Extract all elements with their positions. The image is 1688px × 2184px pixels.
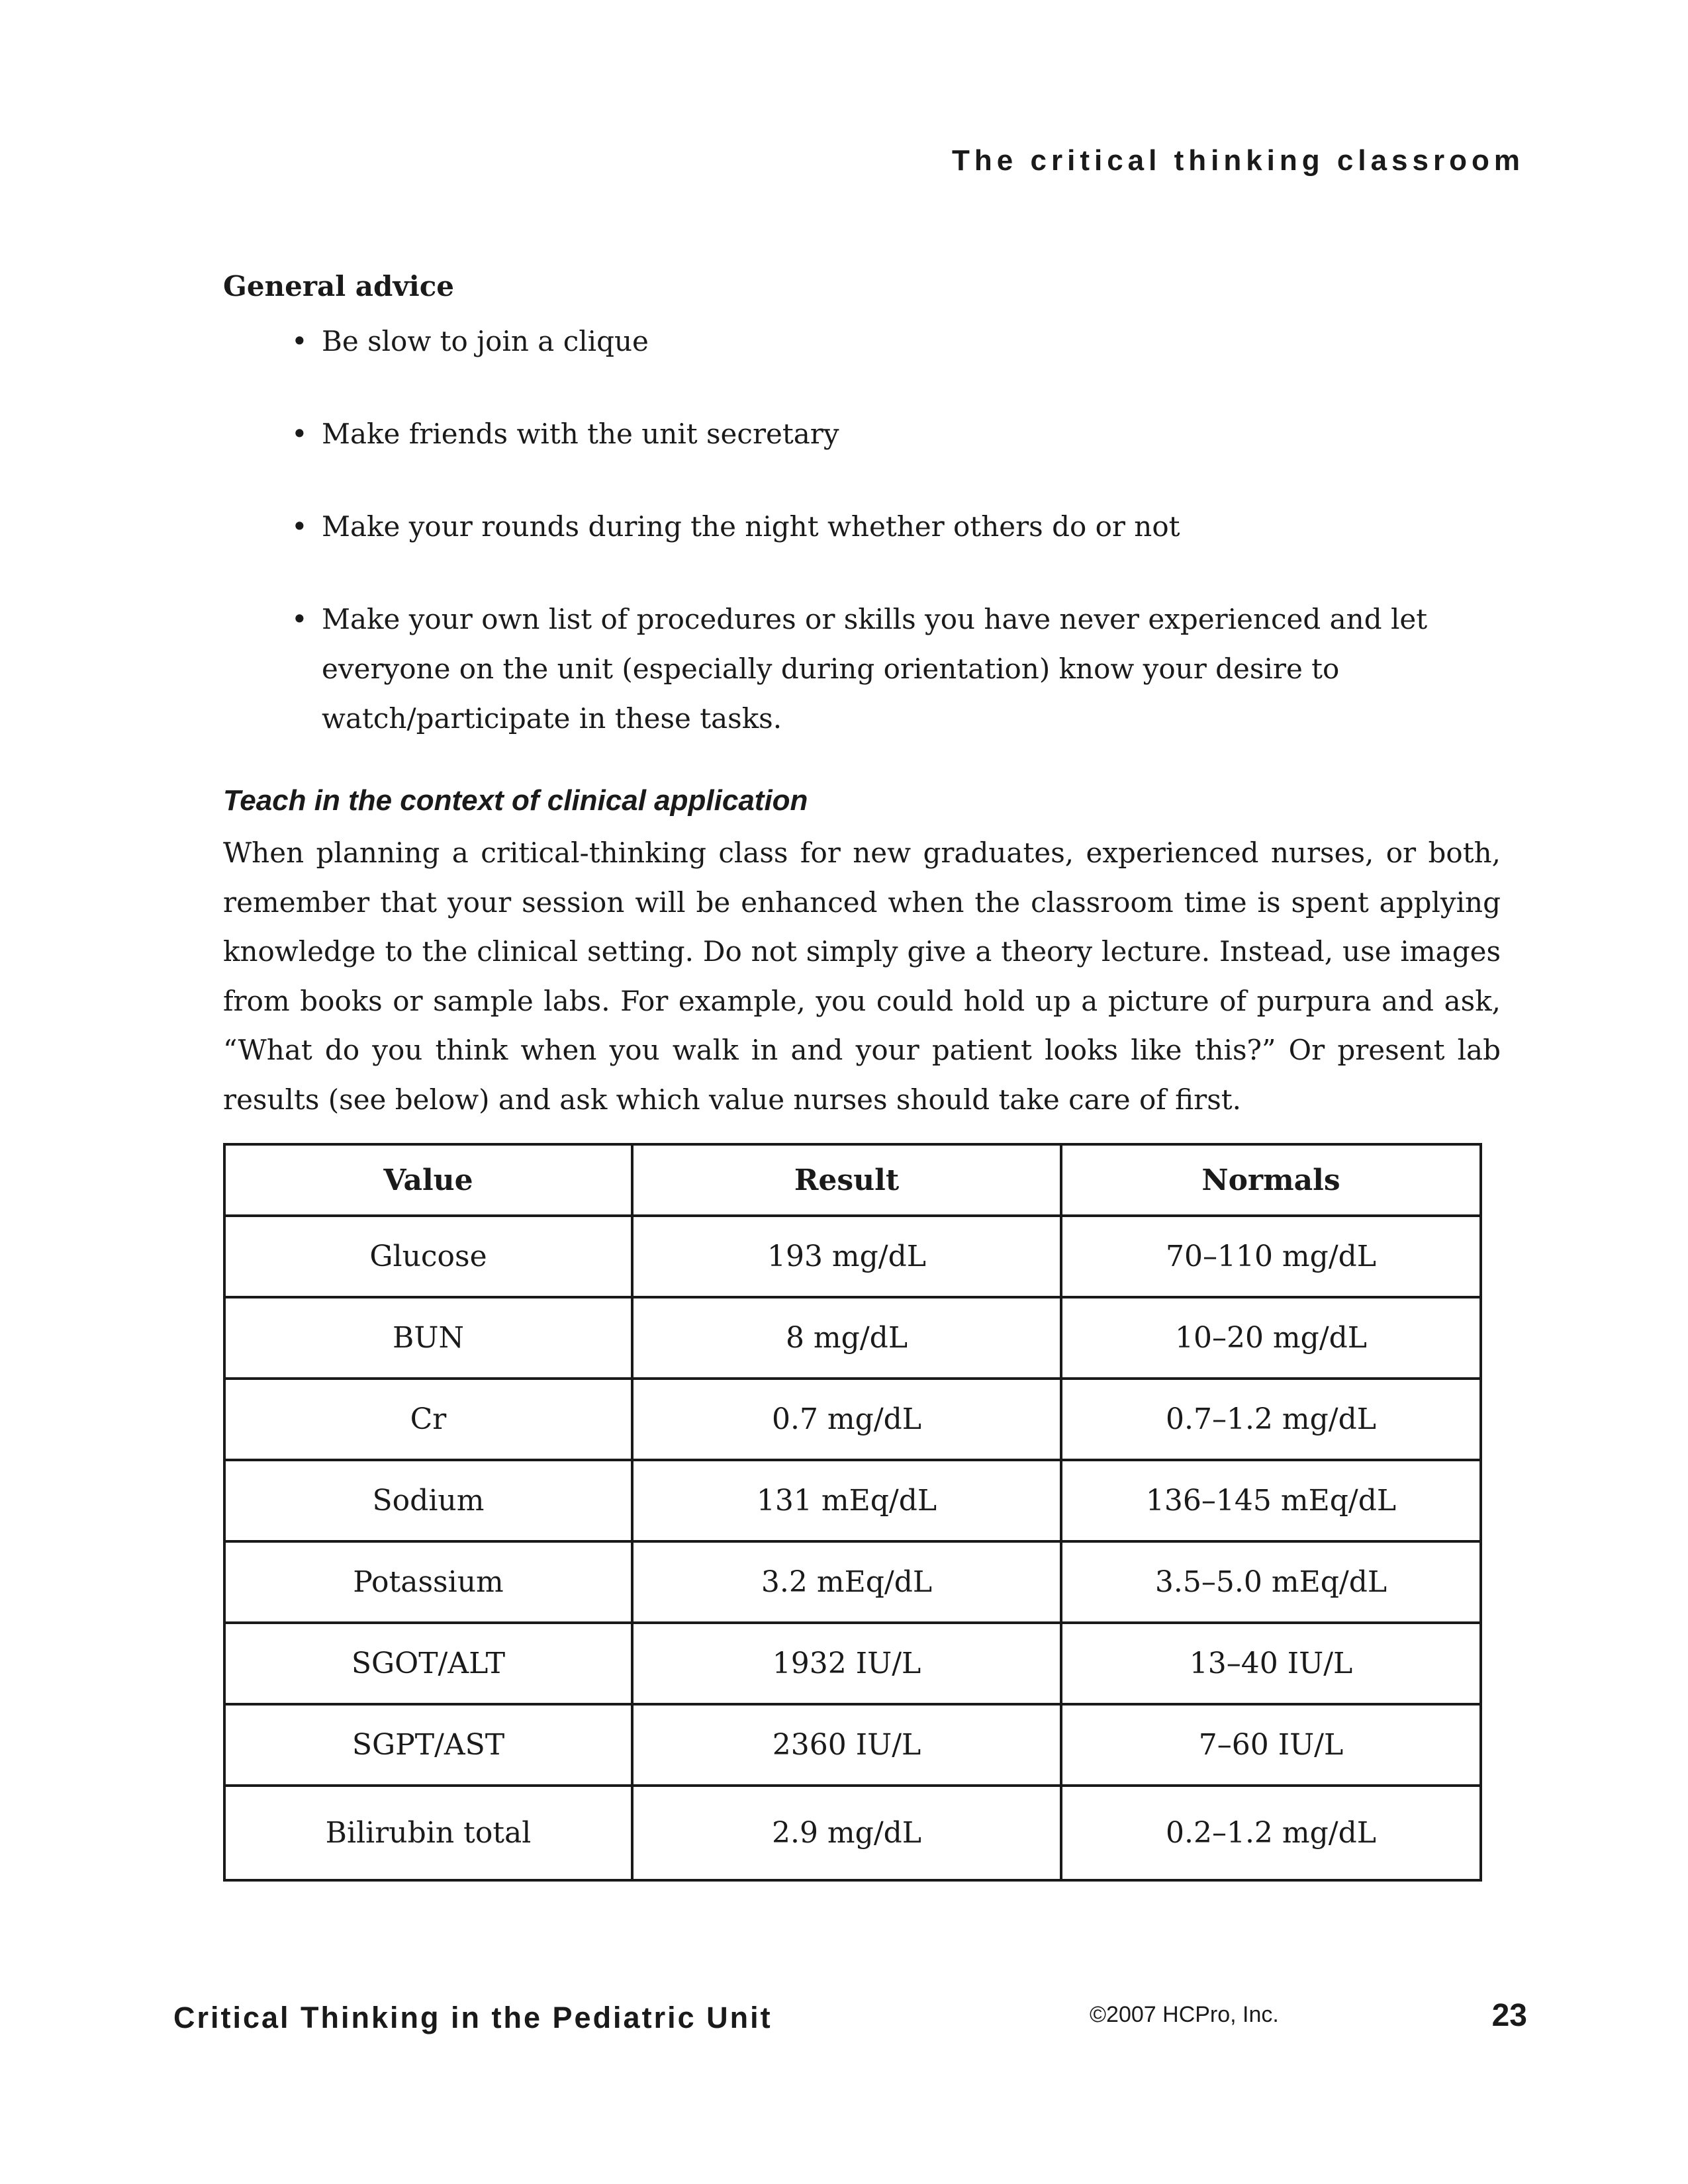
cell-value: Potassium (224, 1541, 632, 1623)
general-advice-list (291, 316, 1503, 786)
list-item: • Make your own list of procedures or skills you have never experienced and let everyone on the unit (especially during orientation) know your desire to watch/participate in these tasks. (291, 594, 1503, 743)
column-header-normals: Normals (1061, 1144, 1481, 1216)
footer-book-title: Critical Thinking in the Pediatric Unit (173, 2001, 773, 2034)
table-row (224, 1216, 1481, 1297)
table-row (224, 1623, 1481, 1704)
running-head: The critical thinking classroom (952, 144, 1524, 177)
cell-result: 1932 IU/L (632, 1623, 1061, 1704)
section-heading: Teach in the context of clinical application (223, 784, 808, 817)
cell-value: Cr (224, 1379, 632, 1460)
list-item: • Make friends with the unit secretary (291, 409, 1503, 459)
table-row (224, 1379, 1481, 1460)
lab-results-table (223, 1143, 1482, 1882)
column-header-result: Result (632, 1144, 1061, 1216)
table-row (224, 1541, 1481, 1623)
cell-value: Glucose (224, 1216, 632, 1297)
cell-result: 193 mg/dL (632, 1216, 1061, 1297)
table-row (224, 1786, 1481, 1880)
cell-result: 3.2 mEq/dL (632, 1541, 1061, 1623)
cell-result: 8 mg/dL (632, 1297, 1061, 1379)
cell-normals: 3.5–5.0 mEq/dL (1061, 1541, 1481, 1623)
cell-normals: 13–40 IU/L (1061, 1623, 1481, 1704)
cell-normals: 7–60 IU/L (1061, 1704, 1481, 1786)
footer-copyright: ©2007 HCPro, Inc. (1090, 2002, 1279, 2027)
cell-value: BUN (224, 1297, 632, 1379)
cell-normals: 10–20 mg/dL (1061, 1297, 1481, 1379)
body-paragraph: When planning a critical-thinking class for new graduates, experienced nurses, or both, remember that your session will be enhanced when the classroom time is spent applying knowledge to the clinical setting. Do not simply give a theory lecture. Instead, use images from books or sample labs. For example, you could hold up a picture of purpura and ask, “What do you think when you walk in and your patient looks like this?” Or present lab results (see below) and ask which value nurses should take care of first. (223, 837, 1501, 1116)
cell-normals: 0.2–1.2 mg/dL (1061, 1786, 1481, 1880)
cell-normals: 70–110 mg/dL (1061, 1216, 1481, 1297)
cell-value: SGOT/ALT (224, 1623, 632, 1704)
list-item: • Make your rounds during the night whether others do or not (291, 502, 1503, 551)
table-header-row (224, 1144, 1481, 1216)
cell-result: 131 mEq/dL (632, 1460, 1061, 1541)
list-item: • Be slow to join a clique (291, 316, 1503, 366)
page-number: 23 (1491, 1998, 1527, 2033)
cell-value: SGPT/AST (224, 1704, 632, 1786)
cell-value: Sodium (224, 1460, 632, 1541)
table-row (224, 1460, 1481, 1541)
cell-normals: 136–145 mEq/dL (1061, 1460, 1481, 1541)
cell-result: 2.9 mg/dL (632, 1786, 1061, 1880)
cell-result: 2360 IU/L (632, 1704, 1061, 1786)
cell-normals: 0.7–1.2 mg/dL (1061, 1379, 1481, 1460)
general-advice-label: General advice (223, 270, 455, 302)
cell-result: 0.7 mg/dL (632, 1379, 1061, 1460)
table-row (224, 1704, 1481, 1786)
column-header-value: Value (224, 1144, 632, 1216)
table-row (224, 1297, 1481, 1379)
cell-value: Bilirubin total (224, 1786, 632, 1880)
